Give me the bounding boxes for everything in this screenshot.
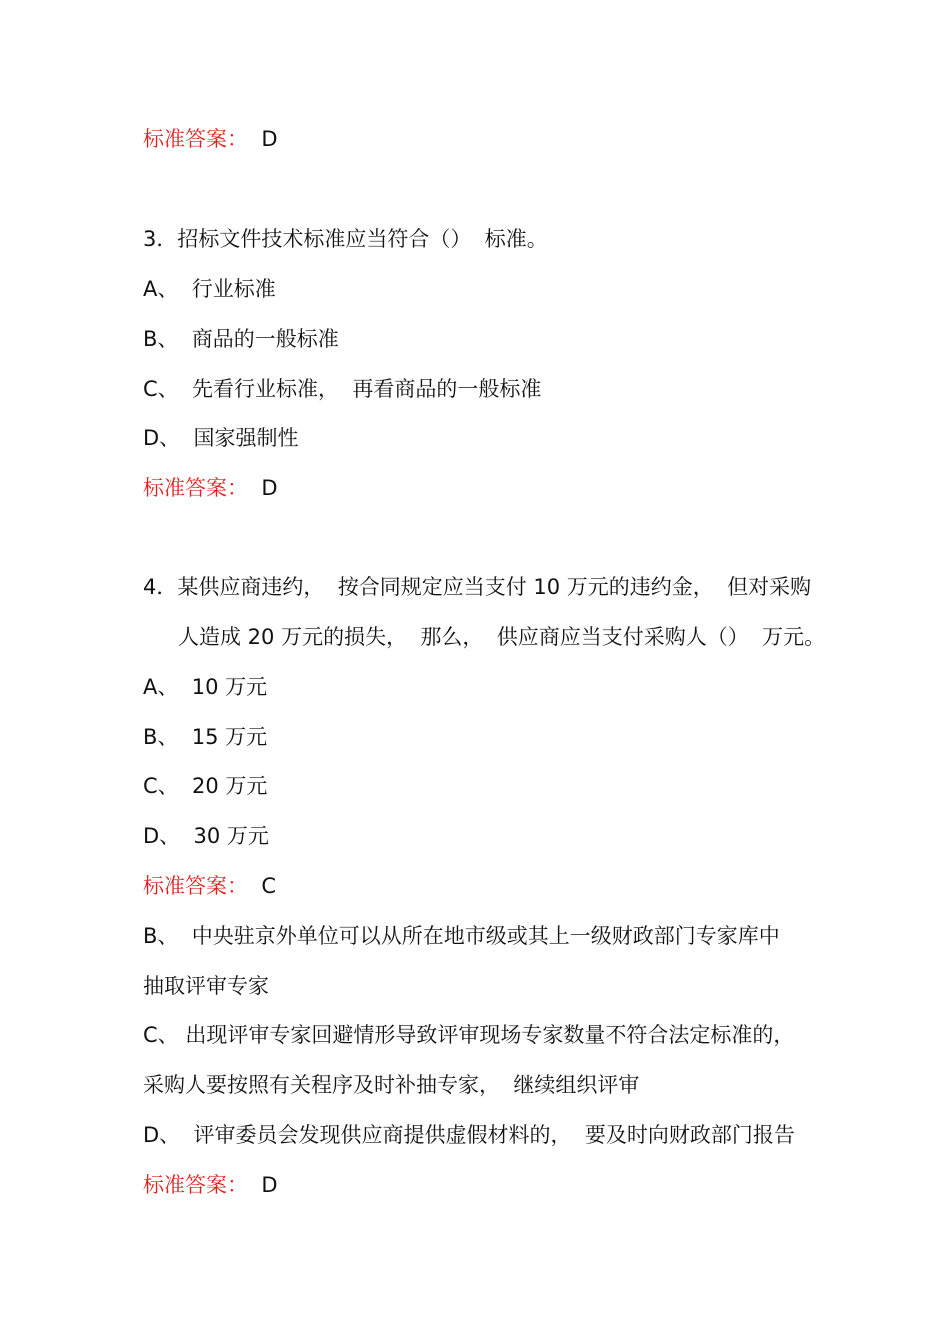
block-5-line-3: C、 出现评审专家回避情形导致评审现场专家数量不符合法定标准的， [143, 1023, 795, 1047]
question-3-option-b: B、 商品的一般标准 [143, 327, 339, 351]
answer-label: 标准答案： [143, 874, 248, 898]
question-4-option-b: B、 15 万元 [143, 725, 268, 749]
answer-line [143, 1170, 278, 1200]
question-4-option-a: A、 10 万元 [143, 675, 268, 699]
answer-label: 标准答案： [143, 127, 248, 151]
answer-value: D [261, 127, 278, 151]
question-4-option-c: C、 20 万元 [143, 774, 268, 798]
answer-line [143, 124, 278, 154]
block-5-line-4: 采购人要按照有关程序及时补抽专家， 继续组织评审 [143, 1073, 640, 1097]
answer-label: 标准答案： [143, 1173, 248, 1197]
question-4-stem-line-1: 4．某供应商违约， 按合同规定应当支付 10 万元的违约金， 但对采购 [143, 575, 812, 599]
answer-line [143, 473, 278, 503]
question-3-option-c: C、 先看行业标准， 再看商品的一般标准 [143, 377, 542, 401]
answer-label: 标准答案： [143, 476, 248, 500]
question-3-option-d: D、 国家强制性 [143, 426, 299, 450]
question-3-stem: 3．招标文件技术标准应当符合（） 标准。 [143, 227, 548, 251]
question-4-option-d: D、 30 万元 [143, 824, 269, 848]
block-5-line-1: B、 中央驻京外单位可以从所在地市级或其上一级财政部门专家库中 [143, 924, 780, 948]
answer-line [143, 871, 276, 901]
answer-value: D [261, 1173, 278, 1197]
block-5-line-5: D、 评审委员会发现供应商提供虚假材料的， 要及时向财政部门报告 [143, 1123, 795, 1147]
answer-value: C [261, 874, 277, 898]
question-3-option-a: A、 行业标准 [143, 277, 276, 301]
question-4-stem-line-2: 人造成 20 万元的损失， 那么， 供应商应当支付采购人（） 万元。 [178, 625, 826, 649]
answer-value: D [261, 476, 278, 500]
block-5-line-2: 抽取评审专家 [143, 974, 269, 998]
